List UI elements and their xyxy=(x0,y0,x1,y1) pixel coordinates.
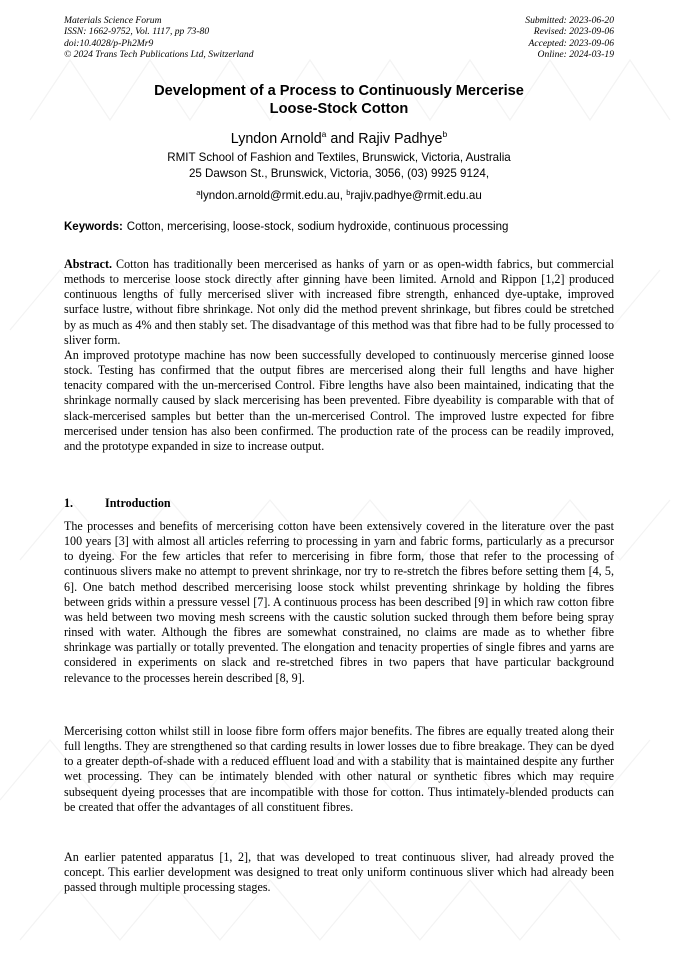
author-2-affil-mark: b xyxy=(442,129,448,139)
author-1-affil-mark: a xyxy=(321,129,327,139)
author-2: Rajiv Padhye xyxy=(358,131,443,147)
intro-paragraph-3-text: An earlier patented apparatus [1, 2], that was developed to treat continuous sliver, had already proved the concept. This earlier development was designed to treat only uniform continuous sliver which had already been passed through multiple processing stages. xyxy=(64,850,614,895)
affiliation-line-1: RMIT School of Fashion and Textiles, Brunswick, Victoria, Australia xyxy=(167,151,511,164)
email-a-mark: a xyxy=(196,188,201,197)
authors xyxy=(64,125,614,148)
keywords-text: Cotton, mercerising, loose-stock, sodium hydroxide, continuous processing xyxy=(126,221,509,233)
keywords xyxy=(64,220,614,235)
email-b-mark: b xyxy=(346,188,351,197)
abstract-paragraph-1 xyxy=(64,257,614,348)
abstract-label: Abstract. xyxy=(64,257,113,271)
abstract-paragraph-2: An improved prototype machine has now been successfully developed to continuously mercerise ginned loose stock. Testing has confirmed that the output fibres are mercerised along their full lengths and have higher tenacity compared with the un-mercerised Control. Fibre lengths have also been maintained, indicating that the shrinkage normally caused by slack mercerising has been prevented. Fibre dyeability is comparable with that of slack-mercerised samples but better than the un-mercerised Control. The improved lustre expected for fibre mercerised under tension has also been confirmed. The production rate of the process can be readily improved, and the prototype expanded in size to increase output. xyxy=(64,347,614,453)
abstract xyxy=(64,257,614,454)
journal-info xyxy=(64,15,254,61)
email-b[interactable]: rajiv.padhye@rmit.edu.au xyxy=(350,189,482,202)
email-a[interactable]: lyndon.arnold@rmit.edu.au, xyxy=(200,189,347,202)
publication-dates xyxy=(525,15,614,61)
copyright: © 2024 Trans Tech Publications Ltd, Switzerland xyxy=(64,49,254,61)
title-line-1: Development of a Process to Continuously Mercerise xyxy=(154,83,524,99)
section-title: Introduction xyxy=(105,496,171,510)
journal-name: Materials Science Forum xyxy=(64,15,162,26)
issn: ISSN: 1662-9752, Vol. 1117, pp 73-80 xyxy=(64,26,210,38)
intro-paragraph-2-text: Mercerising cotton whilst still in loose fibre form offers major benefits. The fibres are equally treated along their full lengths. They are strengthened so that carding results in lower losses due to fibre breakage. They can be dyed to a greater depth-of-shade with a reduced effluent load and with a stability that is maintained despite any further wet processing. They can be intimately blended with other natural or synthetic fibres which may require subsequent dyeing processes that are incompatible with those for cotton. Thus intimately-blended products can be created that offer the advantages of all constituent fibres. xyxy=(64,724,614,814)
abstract-text-1: Cotton has traditionally been mercerised as hanks of yarn or as open-width fabrics, but commercial methods to mercerise loose stock directly after ginning have been limited. Arnold and Rippon [1,2] produced continuous lengths of fully mercerised sliver with increased fibre strength, enhanced dye-uptake, improved surface lustre, without fibre shrinkage. Not only did the method prevent shrinkage, but fibres could be stretched by as much as 4% and then stably set. The disadvantage of this method was that fibre had to be fully processed to sliver form. xyxy=(64,257,614,347)
author-1: Lyndon Arnold xyxy=(230,131,322,147)
affiliation-line-2: 25 Dawson St., Brunswick, Victoria, 3056, (03) 9925 9124, xyxy=(188,166,490,180)
keywords-label: Keywords: xyxy=(64,221,123,233)
author-separator: and xyxy=(326,131,359,147)
intro-paragraph-3 xyxy=(64,850,614,895)
author-emails xyxy=(64,185,614,203)
doi[interactable]: doi:10.4028/p-Ph2Mr9 xyxy=(64,37,154,49)
intro-paragraph-1 xyxy=(64,519,614,686)
section-number: 1. xyxy=(64,496,74,510)
submitted-date: Submitted: 2023-06-20 xyxy=(525,15,614,26)
accepted-date: Accepted: 2023-09-06 xyxy=(528,37,614,49)
intro-paragraph-1-text: The processes and benefits of mercerising cotton have been extensively covered in the literature over the past 100 years [3] with almost all articles referring to processing in yarn and fabric forms, particularly as a precursor to dyeing. For the few articles that refer to mercerising in fibre form, those that refer to the processing of continuous slivers make no attempt to prevent shrinkage, nor try to re-stretch the fibres before setting them [4, 5, 6]. One batch method described mercerising loose stock whilst preventing shrinkage by holding the fibres between grids within a pressure vessel [7]. A continuous process has been described [9] in which raw cotton fibre was held between two moving mesh screens with the caustic solution sucked through them before being spray rinsed with water. Although the fibres are somewhat constrained, no claims are made as to whether fibre shrinkage was partially or totally prevented. The elongation and tenacity properties of single fibres and yarns are considered in experiments on slack and re-stretched fibres in two papers that have particular background relevance to the processes herein described [8, 9]. xyxy=(64,519,614,685)
title-line-2: Loose-Stock Cotton xyxy=(269,101,409,117)
revised-date: Revised: 2023-09-06 xyxy=(533,26,614,38)
section-heading-introduction xyxy=(64,496,614,511)
paper-title xyxy=(64,82,614,118)
intro-paragraph-2 xyxy=(64,724,614,815)
online-date: Online: 2024-03-19 xyxy=(537,49,614,61)
affiliation xyxy=(64,150,614,181)
